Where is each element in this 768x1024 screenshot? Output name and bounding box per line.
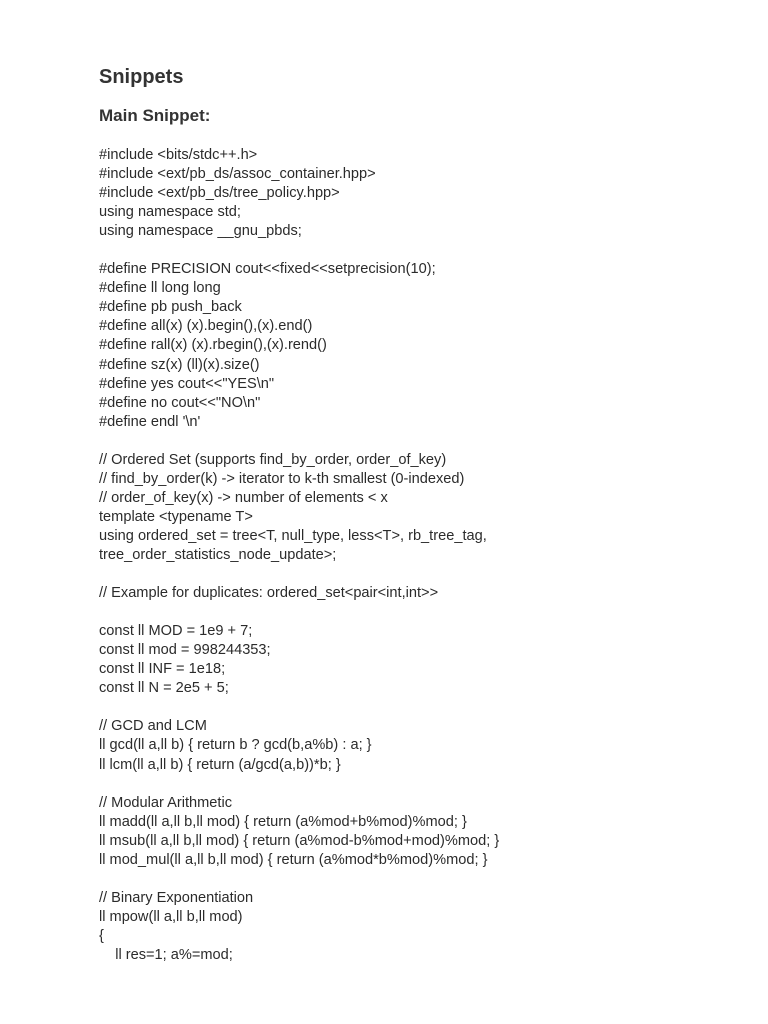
code-line: // Modular Arithmetic: [99, 794, 233, 811]
code-line: const ll INF = 1e18;: [99, 661, 226, 678]
code-line: #include <ext/pb_ds/assoc_container.hpp>: [99, 166, 376, 183]
code-line: // Example for duplicates: ordered_set<pair<int,int>>: [99, 585, 439, 602]
blank-line: [99, 603, 748, 622]
code-line: const ll N = 2e5 + 5;: [99, 680, 229, 697]
code-line: using namespace __gnu_pbds;: [99, 223, 302, 240]
code-line: ll mpow(ll a,ll b,ll mod): [99, 908, 243, 925]
code-line: #define all(x) (x).begin(),(x).end(): [99, 318, 313, 335]
code-line: #include <ext/pb_ds/tree_policy.hpp>: [99, 185, 340, 202]
blank-line: [99, 432, 748, 451]
code-line: using namespace std;: [99, 204, 241, 221]
code-block: [99, 146, 748, 965]
section-heading: Main Snippet:: [99, 106, 211, 125]
code-line: #define rall(x) (x).rbegin(),(x).rend(): [99, 337, 327, 354]
blank-line: [99, 565, 748, 584]
document-page: [99, 62, 748, 965]
code-line: #define ll long long: [99, 280, 221, 297]
code-line: ll gcd(ll a,ll b) { return b ? gcd(b,a%b) : a; }: [99, 737, 372, 754]
code-line: #include <bits/stdc++.h>: [99, 147, 258, 163]
code-line: #define endl '\n': [99, 413, 201, 430]
code-line: // GCD and LCM: [99, 718, 207, 735]
blank-line: [99, 775, 748, 794]
code-line: template <typename T>: [99, 508, 253, 525]
code-line: {: [99, 927, 104, 944]
code-line: #define yes cout<<"YES\n": [99, 375, 275, 392]
blank-line: [99, 698, 748, 717]
code-line: using ordered_set = tree<T, null_type, less<T>, rb_tree_tag,: [99, 527, 487, 544]
code-line: // order_of_key(x) -> number of elements < x: [99, 489, 388, 506]
code-line: ll msub(ll a,ll b,ll mod) { return (a%mod-b%mod+mod)%mod; }: [99, 832, 500, 849]
code-line: ll madd(ll a,ll b,ll mod) { return (a%mod+b%mod)%mod; }: [99, 813, 467, 830]
code-line: // Ordered Set (supports find_by_order, order_of_key): [99, 451, 447, 468]
code-line: #define sz(x) (ll)(x).size(): [99, 356, 260, 373]
code-line: tree_order_statistics_node_update>;: [99, 546, 337, 563]
code-line: ll lcm(ll a,ll b) { return (a/gcd(a,b))*b; }: [99, 756, 341, 773]
code-line: #define pb push_back: [99, 299, 242, 316]
code-line: // Binary Exponentiation: [99, 889, 254, 906]
code-line: #define no cout<<"NO\n": [99, 394, 261, 411]
code-line: // find_by_order(k) -> iterator to k-th smallest (0-indexed): [99, 470, 465, 487]
code-line: ll mod_mul(ll a,ll b,ll mod) { return (a%mod*b%mod)%mod; }: [99, 851, 488, 868]
code-line: const ll MOD = 1e9 + 7;: [99, 623, 253, 640]
code-line: const ll mod = 998244353;: [99, 642, 271, 659]
blank-line: [99, 870, 748, 889]
code-line: ll res=1; a%=mod;: [99, 946, 233, 963]
blank-line: [99, 241, 748, 260]
code-line: #define PRECISION cout<<fixed<<setprecision(10);: [99, 261, 436, 278]
document-title: Snippets: [99, 66, 184, 88]
